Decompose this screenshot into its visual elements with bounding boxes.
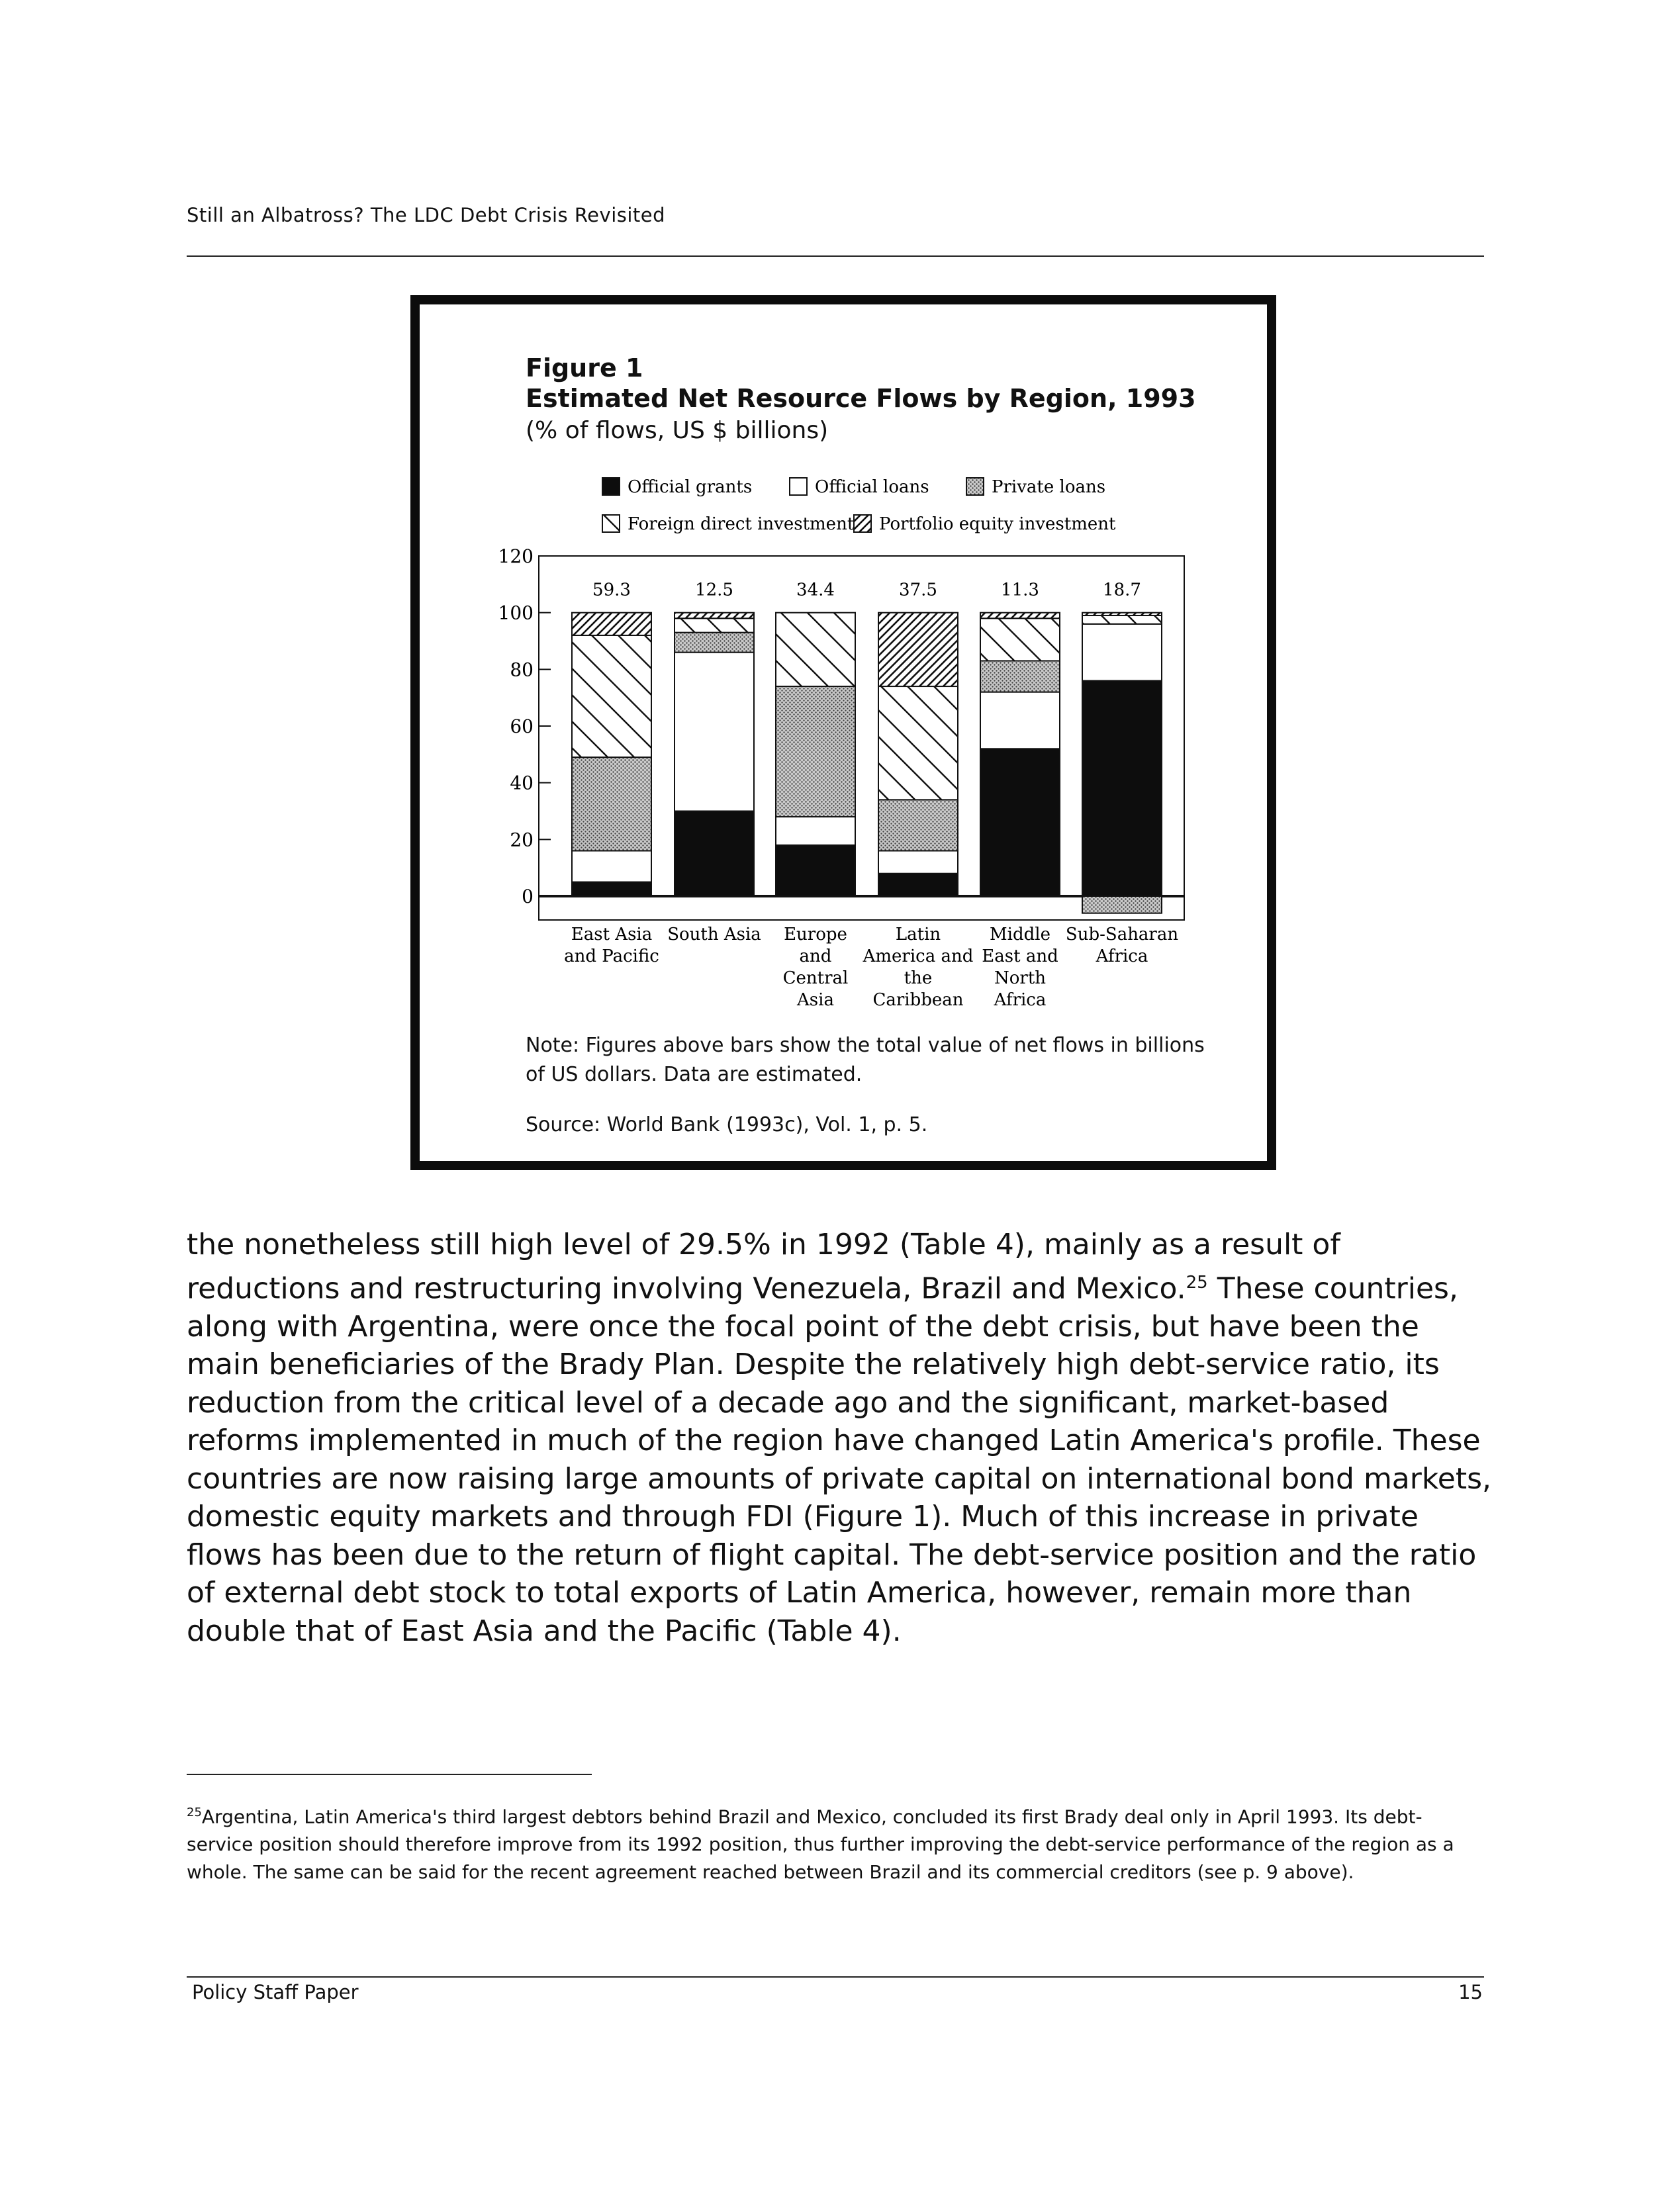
bar-segment [675,653,754,811]
bar-segment [1082,680,1162,896]
bar-segment [980,692,1060,749]
legend-swatch-white [790,478,807,495]
body-text-before: the nonetheless still high level of 29.5% in 1992 (Table 4), mainly as a result of reductions and restructuring involving Venezuela, Brazil and Mexico. [187,1228,1340,1306]
y-tick-label: 0 [522,886,534,907]
category-label: and [799,946,832,966]
bar-segment [878,850,958,873]
bar-segment [980,613,1060,619]
bar-segment [980,661,1060,692]
bar-segment [878,874,958,896]
bar-segment [1082,616,1162,624]
bar-total-label: 12.5 [695,580,733,600]
y-tick-label: 40 [510,772,534,794]
category-label: Africa [994,990,1047,1010]
category-label: Latin [895,925,941,944]
category-label: Central [782,968,849,988]
footnote-text: Argentina, Latin America's third largest debtors behind Brazil and Mexico, concluded its first Brady deal only in April 1993. Its debt-service position should therefore improve from its 1992 position, thus further improving the debt-service performance of the region as a whole. The same can be said for the recent agreement reached between Brazil and its commercial creditors (see p. 9 above). [187,1806,1454,1884]
bar-segment [878,613,958,686]
bar-segment [572,882,651,896]
bar-segment [776,686,855,817]
bar-segment [1082,896,1162,913]
body-paragraph [187,1226,1494,1650]
bar-total-label: 18.7 [1103,580,1141,600]
bar-segment [675,613,754,619]
category-label: Caribbean [872,990,964,1010]
category-label: Africa [1096,946,1148,966]
bar-total-label: 59.3 [592,580,631,600]
figure-box [410,295,1276,1170]
category-label: North [994,968,1047,988]
y-tick-label: 120 [498,545,534,567]
bar-segment [878,800,958,850]
figure-units: (% of flows, US $ billions) [526,417,829,444]
figure-source: Source: World Bank (1993c), Vol. 1, p. 5. [526,1113,928,1136]
bar-segment [572,613,651,635]
category-label: East and [982,946,1058,966]
bar-segment [878,686,958,800]
category-label: Asia [797,990,834,1010]
category-label: Middle [990,925,1050,944]
header-rule [187,255,1484,257]
footer-rule [187,1976,1484,1978]
bar-segment [776,817,855,845]
category-label: America and [863,946,974,966]
stacked-bar-chart [420,304,1267,1019]
footnote-rule [187,1774,592,1775]
bar-total-label: 37.5 [899,580,937,600]
bar-segment [1082,613,1162,616]
bar-segment [980,618,1060,661]
bar-total-label: 34.4 [796,580,835,600]
footnote-number: 25 [187,1806,202,1819]
bar-segment [1082,624,1162,681]
bar-segment [675,618,754,632]
bar-segment [675,811,754,897]
category-label: South Asia [667,925,761,944]
y-tick-label: 100 [498,602,534,624]
bar-segment [776,845,855,896]
figure-label: Figure 1 [526,353,643,383]
running-head: Still an Albatross? The LDC Debt Crisis Revisited [187,204,666,226]
bar-total-label: 11.3 [1001,580,1039,600]
footnote [187,1799,1484,1886]
legend-swatch-solid-black [602,478,620,495]
legend-label: Foreign direct investment [628,514,855,534]
figure-heading: Estimated Net Resource Flows by Region, 1993 [526,384,1196,413]
footnote-reference[interactable]: 25 [1186,1272,1208,1293]
bar-segment [572,635,651,757]
page-number: 15 [1458,1981,1483,2003]
category-label: the [904,968,933,988]
legend-swatch-backslash-hatch [602,515,620,532]
category-label: East Asia [571,925,653,944]
legend-swatch-dotted [966,478,984,495]
category-label: Sub-Saharan [1065,925,1179,944]
bar-segment [572,757,651,850]
legend-label: Portfolio equity investment [879,514,1116,534]
bar-segment [572,850,651,882]
category-label: and Pacific [564,946,659,966]
y-tick-label: 80 [510,659,534,681]
legend-label: Private loans [992,477,1106,497]
legend-swatch-slash-hatch [854,515,871,532]
y-tick-label: 60 [510,715,534,737]
bar-segment [776,613,855,686]
legend-label: Official loans [815,477,929,497]
y-tick-label: 20 [510,829,534,851]
footer-title: Policy Staff Paper [192,1981,359,2003]
legend-label: Official grants [628,477,753,497]
body-text-after: These countries, along with Argentina, were once the focal point of the debt crisis, but have been the main beneficiaries of the Brady Plan. Despite the relatively high debt-service ratio, its reduction from the critical level of a decade ago and the significant, market-based reforms implemented in much of the region have changed Latin America's profile. These countries are now raising large amounts of private capital on international bond markets, domestic equity markets and through FDI (Figure 1). Much of this increase in private flows has been due to the return of flight capital. The debt-service position and the ratio of external debt stock to total exports of Latin America, however, remain more than double that of East Asia and the Pacific (Table 4). [187,1271,1491,1648]
bar-segment [980,749,1060,896]
category-label: Europe [784,925,847,944]
figure-note: Note: Figures above bars show the total value of net flows in billions of US dollars. Data are estimated. [526,1034,1205,1086]
bar-segment [675,633,754,653]
